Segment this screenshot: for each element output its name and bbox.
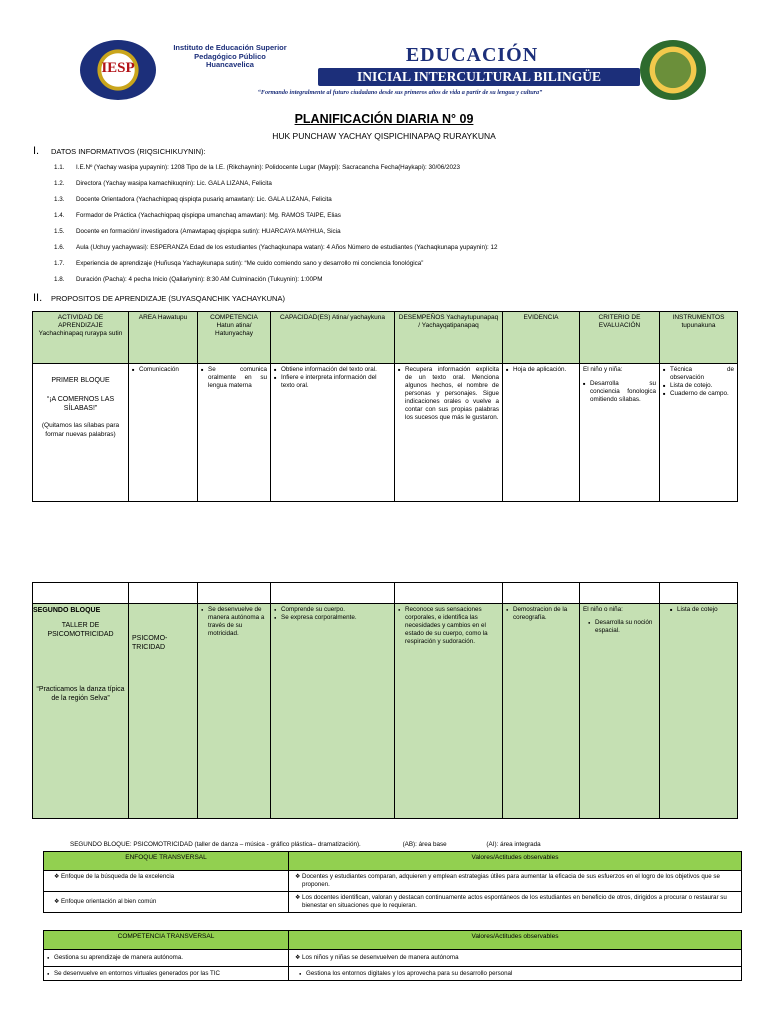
table-row: ❖ Enfoque de la búsqueda de la excelencia ❖ Docentes y estudiantes comparan, adquieren y emplean estrategias útiles para aumentar la eficacia de sus esfuerzos en el logro de los objetivos que se proponen. (44, 871, 742, 892)
institute-name: Instituto de Educación Superior Pedagógico Público Huancavelica (173, 43, 287, 69)
institute-logo: IESP (80, 40, 156, 100)
banner-motto: “Formando integralmente al futuro ciudadano desde sus primeros años de vida a partir de su lengua y cultura” (257, 89, 543, 96)
banner-subtitle: INICIAL INTERCULTURAL BILINGÜE (356, 69, 602, 84)
area-cell: PSICOMO-TRICIDAD (129, 604, 198, 819)
table-header-row (44, 931, 742, 950)
enfoque-table (43, 851, 742, 913)
header-cell: COMPETENCIA TRANSVERSAL (44, 931, 289, 950)
table-row (33, 364, 738, 502)
segundo-bloque-table (32, 582, 738, 819)
empty-row (33, 583, 738, 604)
capacidad-cell: ● Comprende su cuerpo. ● Se expresa corporalmente. (271, 604, 395, 819)
header-cell: DESEMPEÑOS Yachaytupunapaq / Yachayqatipanapaq (395, 312, 503, 364)
dato-row: 1.3. Docente Orientadora (Yachachiqpaq qispiqta pusariq amawtan): Lic. GALA LIZANA, Felicita (54, 196, 332, 203)
desempeno-cell: ● Reconoce sus sensaciones corporales, e identifica las necesidades y cambios en el estado de su cuerpo, como la respiración y sudoración. (395, 604, 503, 819)
header-cell: Valores/Actitudes observables (289, 931, 742, 950)
table-header-row (33, 312, 738, 364)
dato-row: 1.5. Docente en formación/ investigadora (Amawtapaq qispiqpa sutin): HUARCAYA MAYHUA, Sicia (54, 228, 341, 235)
dato-row: 1.6. Aula (Uchuy yachaywasi): ESPERANZA Edad de los estudiantes (Yachaqkunapa watan): 4 Años Número de estudiantes (Yachaqkunapa yupaynin): 12 (54, 244, 498, 251)
header-cell: CRITERIO DE EVALUACIÓN (580, 312, 660, 364)
criterio-cell: El niño o niña: ● Desarrolla su noción espacial. (580, 604, 660, 819)
dato-row: 1.1. I.E.Nº (Yachay wasipa yupaynin): 1208 Tipo de la I.E. (Rikchaynin): Polidocente Lugar (Maypi): Sacracancha Fecha(Haykapi): 30/06/2023 (54, 164, 461, 171)
capacidad-cell: ■ Obtiene información del texto oral. ■ Infiere e interpreta información del texto oral. (271, 364, 395, 502)
competencia-cell: ● Se desenvuelve de manera autónoma a través de su motricidad. (198, 604, 271, 819)
section-1-heading: I. DATOS INFORMATIVOS (RIQSICHIKUYNIN): (33, 145, 206, 157)
competencia-cell: ■ Se comunica oralmente en su lengua materna (198, 364, 271, 502)
program-logo (640, 40, 706, 100)
competencia-transversal-table (43, 930, 742, 981)
header-cell: EVIDENCIA (503, 312, 580, 364)
desempeno-cell: ■ Recupera información explícita de un texto oral. Menciona algunos hechos, el nombre de personas y personajes. Sigue indicaciones orales o vuelve a contar con sus propias palabras los sucesos que más le gustaron. (395, 364, 503, 502)
evidencia-cell: ● Demostracion de la coreografía. (503, 604, 580, 819)
section-2-heading: II. PROPOSITOS DE APRENDIZAJE (SUYASQANCHIK YACHAYKUNA) (33, 292, 285, 304)
page-subtitle: HUK PUNCHAW YACHAY QISPICHINAPAQ RURAYKUNA (272, 131, 496, 141)
header-cell: AREA Hawatupu (129, 312, 198, 364)
bloque-note: SEGUNDO BLOQUE: PSICOMOTRICIDAD (taller de danza – música - gráfico plástica– dramatización). (AB): área base (AI): área integrada (70, 841, 541, 848)
criterio-cell: El niño y niña: ■ Desarrolla su conciencia fonologica omitiendo sílabas. (580, 364, 660, 502)
area-cell: ■ Comunicación (129, 364, 198, 502)
header-cell: ENFOQUE TRANSVERSAL (44, 852, 289, 871)
header-cell: ACTIVIDAD DE APRENDIZAJE Yachachinapaq ruraypa sutin (33, 312, 129, 364)
table-header-row (44, 852, 742, 871)
propositos-table (32, 311, 738, 502)
dato-row: 1.8. Duración (Pacha): 4 pecha Inicio (Qallariynin): 8:30 AM Culminación (Tukuynin): 1:00PM (54, 276, 323, 283)
instrumentos-cell: ■ Lista de cotejo (660, 604, 738, 819)
page-title: PLANIFICACIÓN DIARIA N° 09 (294, 112, 474, 126)
table-row: ● Gestiona su aprendizaje de manera autónoma. ❖ Los niños y niñas se desenvuelven de manera autónoma (44, 950, 742, 967)
activity-cell: SEGUNDO BLOQUE TALLER DE PSICOMOTRICIDAD “Practicamos la danza típica de la región Selva” (33, 604, 129, 819)
header-cell: CAPACIDAD(ES) Atina/ yachaykuna (271, 312, 395, 364)
header-cell: Valores/Actitudes observables (289, 852, 742, 871)
dato-row: 1.7. Experiencia de aprendizaje (Huñusqa Yachaykunapa sutin): “Me cuido comiendo sano y desarrollo mi conciencia fonológica” (54, 260, 424, 267)
dato-row: 1.2. Directora (Yachay wasipa kamachikuqnin): Lic. GALA LIZANA, Felicita (54, 180, 272, 187)
header-cell: COMPETENCIA Hatun atina/ Hatunyachay (198, 312, 271, 364)
banner-title: EDUCACIÓN (405, 44, 539, 66)
instrumentos-cell: ■ Técnica de observación ■ Lista de cotejo. ■ Cuaderno de campo. (660, 364, 738, 502)
dato-row: 1.4. Formador de Práctica (Yachachiqpaq qispiqpa umanchaq amawtan): Mg. RAMOS TAIPE, Elias (54, 212, 341, 219)
table-row: ❖ Enfoque orientación al bien común ❖ Los docentes identifican, valoran y destacan continuamente actos espontáneos de los estudiantes en beneficio de otros, dirigidos a procurar o restaurar su bienestar en situaciones que lo requieran. (44, 892, 742, 913)
activity-cell: PRIMER BLOQUE “¡A COMERNOS LAS SÍLABAS!” (Quitamos las sílabas para formar nuevas palabras) (33, 364, 129, 502)
header-cell: INSTRUMENTOS tupunakuna (660, 312, 738, 364)
table-row (33, 604, 738, 819)
evidencia-cell: ■ Hoja de aplicación. (503, 364, 580, 502)
table-row: ● Se desenvuelve en entornos virtuales generados por las TIC ● Gestiona los entornos digitales y los aprovecha para su desarrollo personal (44, 967, 742, 981)
